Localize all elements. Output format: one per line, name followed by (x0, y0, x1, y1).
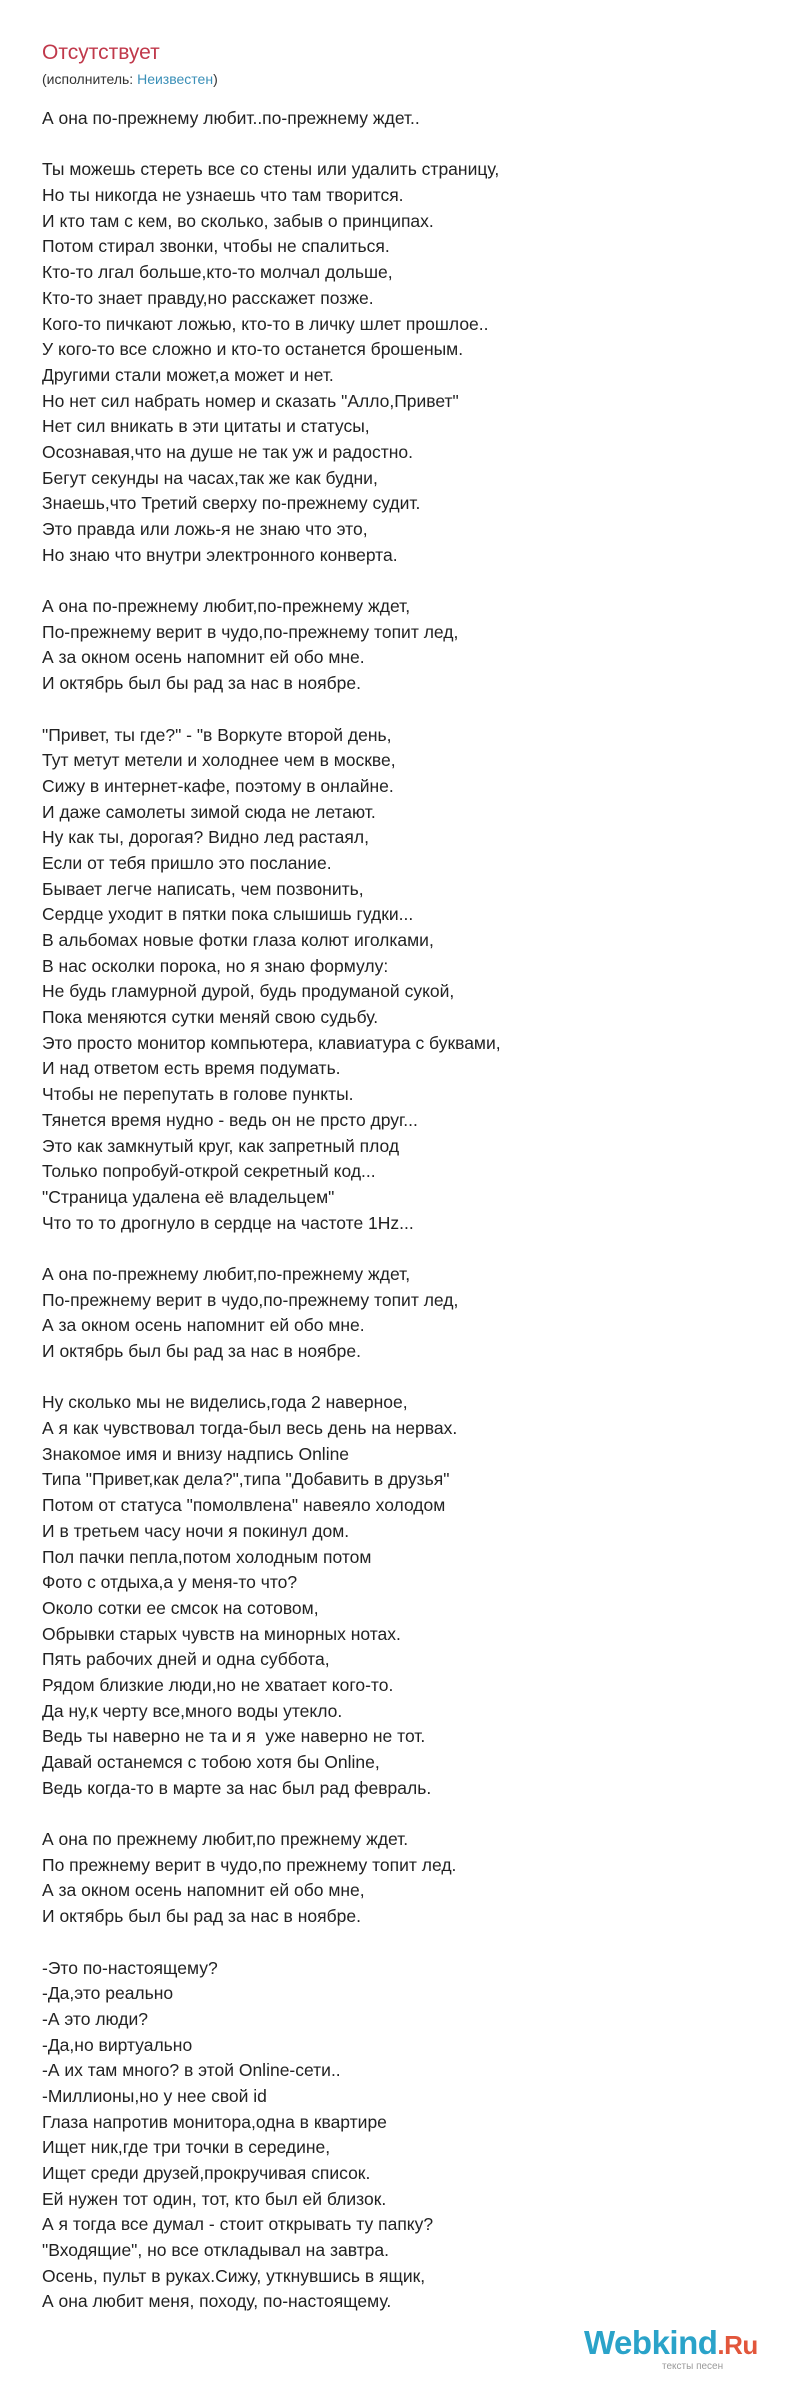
logo-ru: .Ru (717, 2330, 758, 2360)
lyric-line: По-прежнему верит в чудо,по-прежнему топит лед, (42, 621, 459, 642)
lyric-line: А я тогда все думал - стоит открывать ту папку? (42, 2214, 434, 2235)
lyric-line: А она по-прежнему любит..по-прежнему ждет.. (42, 108, 420, 128)
lyric-line: И над ответом есть время подумать. (42, 1058, 341, 1079)
artist-suffix: ) (213, 71, 218, 87)
artist-prefix: (исполнитель: (42, 71, 138, 87)
artist-link[interactable]: Неизвестен (137, 71, 214, 87)
lyric-line: Знаешь,что Третий сверху по-прежнему судит. (42, 493, 421, 514)
stanza-gap (42, 1236, 782, 1262)
lyric-line: Это правда или ложь-я не знаю что это, (42, 519, 368, 539)
lyric-line: Потом от статуса "помолвлена" навеяло холодом (42, 1495, 446, 1516)
lyric-line: Потом стирал звонки, чтобы не спалиться. (42, 236, 390, 257)
lyric-line: Ну как ты, дорогая? Видно лед растаял, (42, 827, 369, 848)
lyric-line: "Страница удалена её владельцем" (42, 1186, 335, 1207)
lyric-line: "Привет, ты где?" - "в Воркуте второй день, (42, 724, 392, 745)
logo-tagline: тексты песен (662, 2361, 724, 2372)
lyric-line: А она по-прежнему любит,по-прежнему ждет, (42, 1263, 411, 1284)
lyric-line: Кто-то знает правду,но расскажет позже. (42, 287, 374, 308)
lyric-line: Сердце уходит в пятки пока слышишь гудки... (42, 904, 414, 925)
lyrics-text (42, 106, 782, 2315)
stanza-gap (42, 1801, 782, 1827)
lyric-line: А за окном осень напомнит ей обо мне, (42, 1880, 365, 1901)
lyric-line: И кто там с кем, во сколько, забыв о принципах. (42, 210, 434, 231)
lyric-line: Что то то дрогнуло в сердце на частоте 1Hz... (42, 1212, 414, 1233)
lyric-line: А за окном осень напомнит ей обо мне. (42, 647, 365, 668)
lyric-line: Пол пачки пепла,потом холодным потом (42, 1546, 372, 1567)
lyric-line: Ведь ты наверно не та и я уже наверно не тот. (42, 1726, 426, 1747)
lyric-line: Бегут секунды на часах,так же как будни, (42, 467, 378, 488)
lyric-line: Рядом близкие люди,но не хватает кого-то. (42, 1674, 394, 1695)
lyric-line: -А это люди? (42, 2008, 148, 2029)
lyric-line: Осень, пульт в руках.Сижу, уткнувшись в ящик, (42, 2265, 426, 2286)
lyric-line: В альбомах новые фотки глаза колют иголками, (42, 930, 434, 950)
lyric-line: -Это по-настоящему? (42, 1957, 218, 1978)
lyric-line: Другими стали может,а может и нет. (42, 364, 334, 385)
lyric-line: И в третьем часу ночи я покинул дом. (42, 1520, 350, 1541)
lyric-line: А она по-прежнему любит,по-прежнему ждет, (42, 596, 411, 617)
lyric-line: По-прежнему верит в чудо,по-прежнему топит лед, (42, 1289, 459, 1310)
lyric-line: Тянется время нудно - ведь он не прсто друг... (42, 1109, 418, 1130)
lyric-line: Но нет сил набрать номер и сказать "Алло,Привет" (42, 390, 459, 411)
lyric-line: Кто-то лгал больше,кто-то молчал дольше, (42, 262, 393, 283)
lyric-line: Обрывки старых чувств на минорных нотах. (42, 1623, 401, 1644)
artist-line (42, 70, 218, 88)
lyric-line: Только попробуй-открой секретный код... (42, 1161, 376, 1182)
lyric-line: Около сотки ее смсок на сотовом, (42, 1597, 319, 1618)
lyric-line: Ведь когда-то в марте за нас был рад февраль. (42, 1777, 432, 1798)
lyric-line: Чтобы не перепутать в голове пункты. (42, 1084, 354, 1105)
lyric-line: Но ты никогда не узнаешь что там творится. (42, 185, 404, 206)
lyric-line: Нет сил вникать в эти цитаты и статусы, (42, 416, 370, 437)
stanza-gap (42, 568, 782, 594)
lyric-line: -Миллионы,но у нее свой id (42, 2085, 267, 2106)
lyric-line: Пока меняются сутки меняй свою судьбу. (42, 1007, 379, 1028)
stanza-gap (42, 132, 782, 158)
lyric-line: А я как чувствовал тогда-был весь день на нервах. (42, 1418, 458, 1439)
lyric-line: Ей нужен тот один, тот, кто был ей близок. (42, 2188, 387, 2209)
lyric-line: -Да,но виртуально (42, 2034, 193, 2055)
lyric-line: И октябрь был бы рад за нас в ноябре. (42, 1906, 361, 1927)
lyric-line: -А их там много? в этой Online-сети.. (42, 2060, 341, 2081)
lyric-line: А она любит меня, походу, по-настоящему. (42, 2291, 392, 2312)
lyric-line: Типа "Привет,как дела?",типа "Добавить в друзья" (42, 1469, 450, 1490)
lyric-line: Если от тебя пришло это послание. (42, 852, 332, 873)
lyric-line: В нас осколки порока, но я знаю формулу: (42, 955, 389, 976)
lyric-line: По прежнему верит в чудо,по прежнему топит лед. (42, 1854, 457, 1875)
lyric-line: Сижу в интернет-кафе, поэтому в онлайне. (42, 775, 394, 796)
lyric-line: Пять рабочих дней и одна суббота, (42, 1649, 330, 1670)
lyric-line: Это просто монитор компьютера, клавиатура с буквами, (42, 1032, 501, 1053)
lyric-line: Да ну,к черту все,много воды утекло. (42, 1700, 343, 1721)
logo-wordmark (584, 2324, 758, 2364)
lyric-line: Кого-то пичкают ложью, кто-то в личку шлет прошлое.. (42, 313, 489, 334)
lyric-line: -Да,это реально (42, 1983, 174, 2004)
lyric-line: Глаза напротив монитора,одна в квартире (42, 2111, 387, 2132)
lyric-line: Ищет среди друзей,прокручивая список. (42, 2163, 371, 2183)
lyric-line: А за окном осень напомнит ей обо мне. (42, 1315, 365, 1336)
lyric-line: У кого-то все сложно и кто-то останется брошеным. (42, 339, 464, 360)
lyric-line: Осознавая,что на душе не так уж и радостно. (42, 441, 413, 462)
logo-kind: kind (651, 2324, 718, 2361)
lyric-line: Ну сколько мы не виделись,года 2 наверное, (42, 1392, 408, 1413)
webkind-logo[interactable] (584, 2324, 774, 2372)
lyric-line: "Входящие", но все откладывал на завтра. (42, 2240, 389, 2261)
lyric-line: Бывает легче написать, чем позвонить, (42, 878, 364, 899)
lyric-line: Но знаю что внутри электронного конверта. (42, 544, 398, 565)
lyric-line: Знакомое имя и внизу надпись Online (42, 1443, 350, 1464)
logo-web: Web (584, 2324, 652, 2361)
lyric-line: Фото с отдыха,а у меня-то что? (42, 1572, 298, 1593)
lyric-line: И октябрь был бы рад за нас в ноябре. (42, 1341, 361, 1361)
lyric-line: Тут метут метели и холоднее чем в москве, (42, 750, 396, 771)
stanza-gap (42, 1365, 782, 1391)
lyric-line: Это как замкнутый круг, как запретный плод (42, 1135, 400, 1156)
stanza-gap (42, 1930, 782, 1956)
lyric-line: Давай останемся с тобою хотя бы Online, (42, 1752, 380, 1772)
lyric-line: Не будь гламурной дурой, будь продуманой сукой, (42, 981, 455, 1002)
lyric-line: Ищет ник,где три точки в середине, (42, 2137, 331, 2158)
lyric-line: И даже самолеты зимой сюда не летают. (42, 801, 376, 822)
lyric-line: И октябрь был бы рад за нас в ноябре. (42, 673, 361, 694)
stanza-gap (42, 697, 782, 723)
page-title: Отсутствует (42, 41, 160, 64)
lyric-line: А она по прежнему любит,по прежнему ждет. (42, 1829, 409, 1850)
lyric-line: Ты можешь стереть все со стены или удалить страницу, (42, 159, 500, 180)
